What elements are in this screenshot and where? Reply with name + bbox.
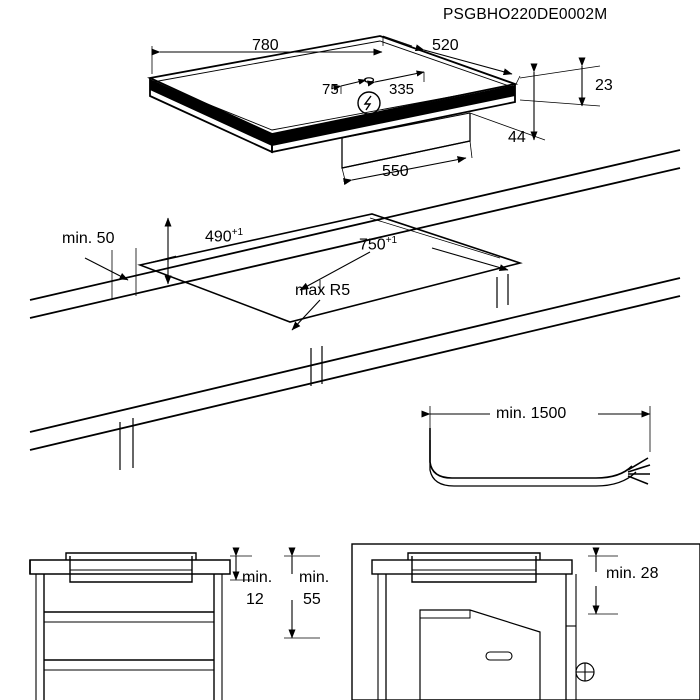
dim-section-left-min-gap-value: 12 [246,591,264,608]
dim-hob-thickness: 23 [595,77,613,94]
dim-section-left-min-clearance-label: min. [299,569,330,586]
cutout-dimension-lines [85,218,508,330]
worktop-cutout-view [30,150,680,470]
dim-hob-depth: 520 [432,37,459,54]
dim-box-width: 550 [382,163,409,180]
dim-hob-offset-right: 335 [389,81,415,98]
section-left-view [30,553,230,700]
dim-section-right-min-clearance: min. 28 [606,565,659,582]
dim-section-left-min-clearance-value: 55 [303,591,321,608]
dim-cable-min-length: min. 1500 [496,405,567,422]
model-code: PSGBHO220DE0002M [443,6,608,23]
dim-cutout-radius: max R5 [295,282,351,299]
dim-box-depth: 44 [508,129,526,146]
dim-cutout-depth: $490^{+1}$ [205,227,244,246]
dim-cutout-depth-tolerance: +1 [231,227,244,238]
dim-section-left-min-gap-label: min. [242,569,273,586]
dim-cutout-width-tolerance: +1 [385,235,398,246]
hob-top-view [150,36,515,168]
dim-hob-offset-left: 75 [322,81,339,98]
dim-cutout-width: $750^{+1}$ [359,235,398,254]
dim-hob-width: 780 [252,37,279,54]
dim-cutout-min-edge: min. 50 [62,230,115,247]
cable-view [430,428,650,486]
